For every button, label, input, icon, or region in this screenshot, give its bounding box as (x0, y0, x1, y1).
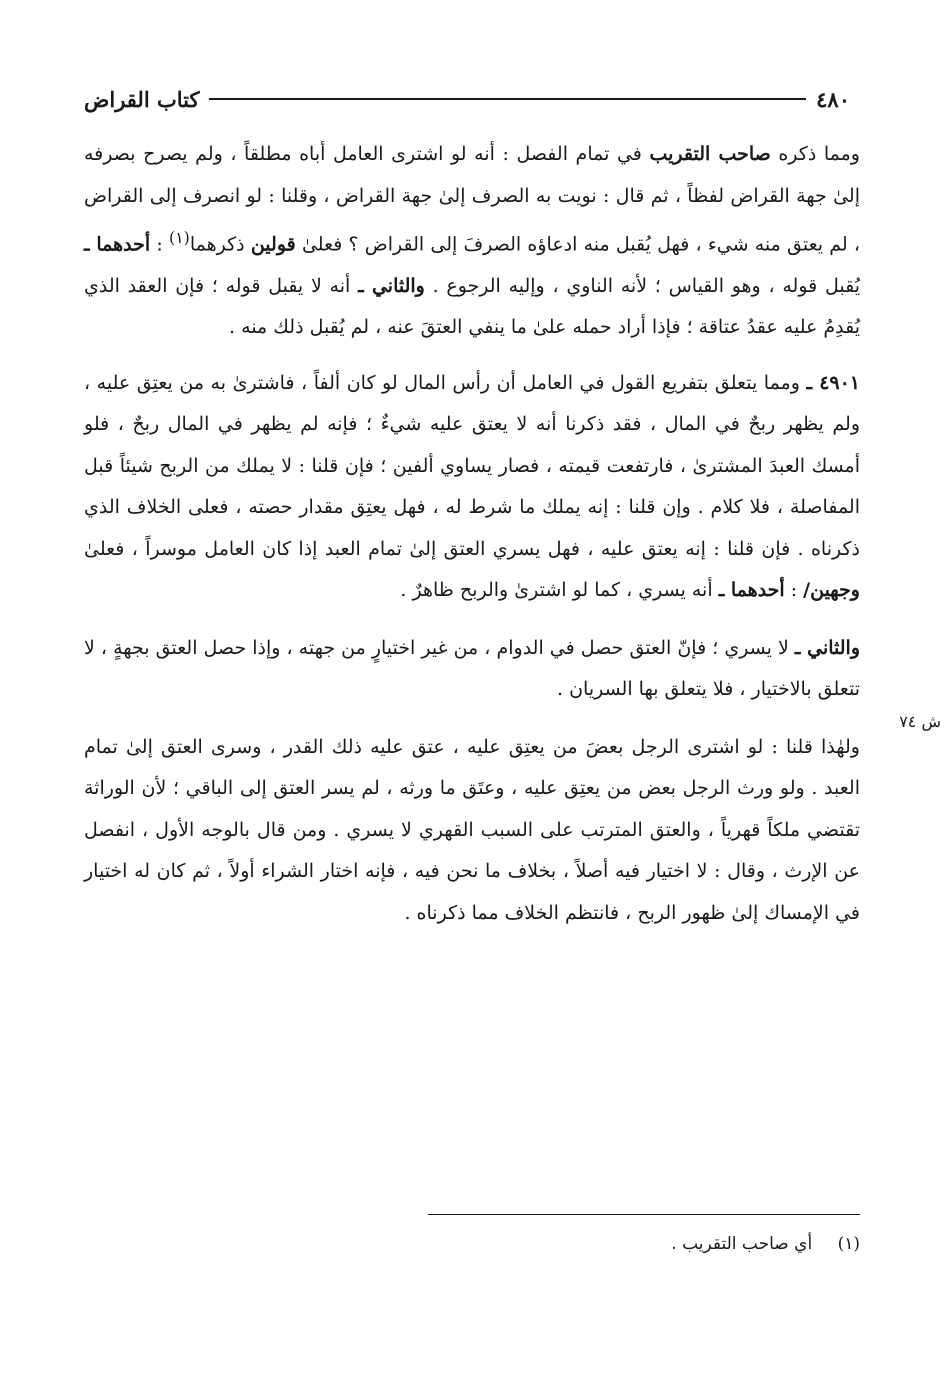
page-number: ٤٨٠ (816, 86, 850, 112)
header-rule (209, 98, 806, 100)
section-number: ٤٩٠١ ـ (806, 371, 861, 394)
page-header (84, 82, 850, 116)
bold-term: صاحب التقريب (649, 143, 771, 165)
paragraph-3 (84, 628, 860, 711)
text-run: يُقبل قوله ، وهو القياس ؛ لأنه الناوي ، وإليه الرجوع . (432, 274, 861, 297)
text-run: : (790, 579, 798, 602)
bold-term: وجهين/ (803, 579, 860, 602)
bold-term: والثاني ـ (794, 636, 861, 659)
bold-term: أحدهما ـ (84, 233, 151, 256)
text-run: ومما ذكره (778, 143, 860, 165)
bold-term: والثاني ـ (358, 274, 425, 297)
text-run: في تمام الفصل : أنه لو اشترى العامل أباه مطلقاً ، ولم يصرح بصرفه إلىٰ جهة القراض لفظاً ، ثم قال : نويت به الصرف إلىٰ جهة القراض ، وقلنا : لو انصرف إلى القراض ، لم يعتق منه شيء ، فهل يُقبل منه ادعاؤه الصرفَ إلى القراض ؟ فعلىٰ (84, 143, 861, 256)
footnote (428, 1234, 860, 1254)
text-run: ومما يتعلق بتفريع القول في العامل أن رأس المال لو كان ألفاً ، فاشترىٰ به من يعتِق عليه ، ولم يظهر ربحٌ في المال ، فقد ذكرنا أنه لا يعتق عليه شيءٌ ؛ فإنه لم يظهر في المال ربحٌ ، فلو أمسك العبدَ المشترىٰ ، فارتفعت قيمته ، فصار يساوي ألفين ؛ فإن قلنا : لا يملك من الربح شيئاً قبل المفاصلة ، فلا كلام . وإن قلنا : إنه يملك ما شرط له ، فهل يعتِق مقدار حصته ، فعلى الخلاف الذي ذكرناه . فإن قلنا : إنه يعتق عليه ، فهل يسري العتق إلىٰ تمام العبد إذا كان العامل موسراً ، فعلىٰ (84, 371, 860, 560)
paragraph-2 (84, 363, 860, 612)
text-run: أنه لا يقبل قوله ؛ فإن العقد الذي يُقدِمُ عليه عقدُ عتاقة ؛ فإذا أراد حمله علىٰ ما ينفي العتقَ عنه ، لم يُقبل ذلك منه . (84, 274, 860, 339)
text-run: ذكرهما (189, 233, 245, 256)
footnote-text: أي صاحب التقريب . (671, 1234, 813, 1254)
main-text (84, 134, 860, 950)
text-run: أنه يسري ، كما لو اشترىٰ والربح ظاهرٌ . (400, 579, 713, 602)
footnote-marker: (١) (168, 228, 190, 247)
text-run: : (156, 233, 163, 256)
footnote-separator (428, 1214, 860, 1215)
text-run: لا يسري ؛ فإنّ العتق حصل في الدوام ، من غير اختيارٍ من جهته ، وإذا حصل العتق بجهةٍ ، لا تتعلق بالاختيار ، فلا يتعلق بها السريان . (84, 636, 860, 701)
footnote-number: (١) (837, 1234, 860, 1254)
bold-term: قولين (250, 233, 296, 256)
book-title: كتاب القراض (84, 86, 200, 112)
paragraph-4 (84, 727, 860, 935)
margin-note: ش ٧٤ (899, 712, 941, 731)
bold-term: أحدهما ـ (718, 579, 785, 602)
paragraph-1 (84, 134, 860, 349)
text-run: ولهٰذا قلنا : لو اشترى الرجل بعضَ من يعتِق عليه ، عتق عليه ذلك القدر ، وسرى العتق إلىٰ تمام العبد . ولو ورث الرجل بعض من يعتِق عليه ، وعتَق ما ورثه ، لم يسر العتق إلى الباقي ؛ لأن الوراثة تقتضي ملكاً قهرياً ، والعتق المترتب على السبب القهري لا يسري . ومن قال بالوجه الأول ، انفصل عن الإرث ، وقال : لا اختيار فيه أصلاً ، بخلاف ما نحن فيه ، فإنه اختار الشراء أولاً ، ثم كان له اختيار في الإمساك إلىٰ ظهور الربح ، فانتظم الخلاف مما ذكرناه . (84, 735, 860, 924)
